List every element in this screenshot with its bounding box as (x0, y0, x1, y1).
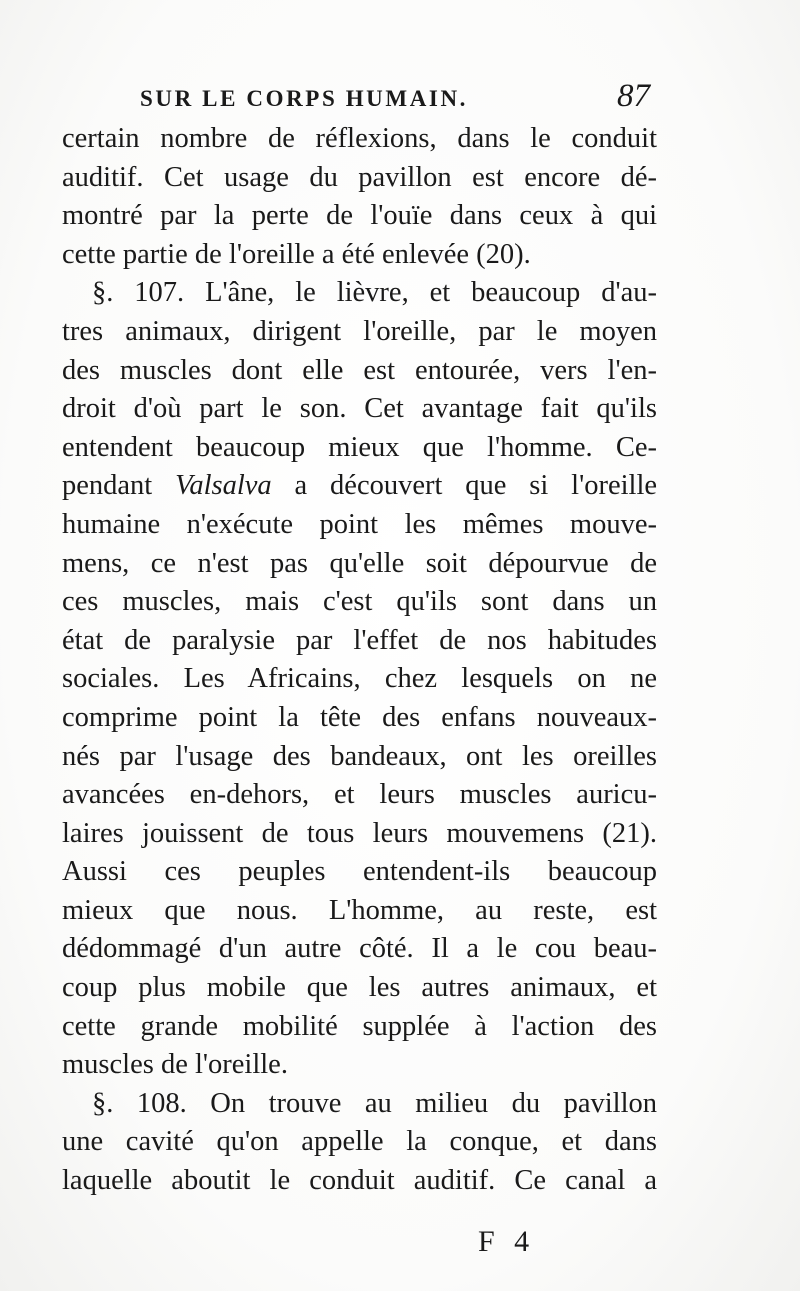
text-line: laires jouissent de tous leurs mouvemens (21). (62, 817, 657, 849)
text-segment: pendant (62, 470, 176, 502)
text-line: droit d'où part le son. Cet avantage fait qu'ils (62, 393, 657, 425)
body-text (62, 120, 657, 1201)
text-line: état de paralysie par l'effet de nos habitudes (62, 624, 657, 656)
text-line: Aussi ces peuples entendent-ils beaucoup (62, 856, 657, 888)
text-line: §. 108. On trouve au milieu du pavillon (92, 1087, 657, 1119)
text-line: muscles de l'oreille. (62, 1049, 288, 1081)
text-line: entendent beaucoup mieux que l'homme. Ce- (62, 431, 657, 463)
page-header (140, 80, 650, 120)
signature-mark: F 4 (478, 1225, 536, 1258)
text-segment: a découvert que si l'oreille (271, 470, 658, 502)
text-line: ces muscles, mais c'est qu'ils sont dans un (62, 586, 657, 618)
page-number: 87 (617, 78, 650, 114)
text-line: certain nombre de réflexions, dans le conduit (62, 123, 657, 154)
text-line: sociales. Les Africains, chez lesquels on ne (62, 663, 657, 695)
text-line: tres animaux, dirigent l'oreille, par le moyen (62, 315, 657, 347)
text-line: mieux que nous. L'homme, au reste, est (62, 894, 657, 926)
text-line: dédommagé d'un autre côté. Il a le cou beau- (62, 933, 657, 965)
running-head: SUR LE CORPS HUMAIN. (140, 86, 469, 111)
text-line: une cavité qu'on appelle la conque, et dans (62, 1126, 657, 1158)
text-line: cette partie de l'oreille a été enlevée (20). (62, 238, 531, 270)
italic-name: Valsalva (175, 470, 272, 502)
text-line: humaine n'exécute point les mêmes mouve- (62, 508, 657, 540)
text-line (62, 467, 657, 506)
text-line: comprime point la tête des enfans nouveaux- (62, 701, 657, 733)
text-line: nés par l'usage des bandeaux, ont les oreilles (62, 740, 657, 772)
text-line: cette grande mobilité supplée à l'action des (62, 1010, 657, 1042)
text-line: avancées en-dehors, et leurs muscles auricu- (62, 779, 657, 811)
text-line: des muscles dont elle est entourée, vers l'en- (62, 354, 657, 386)
text-line: auditif. Cet usage du pavillon est encore dé- (62, 161, 657, 193)
text-line: coup plus mobile que les autres animaux, et (62, 972, 657, 1004)
text-line: mens, ce n'est pas qu'elle soit dépourvue de (62, 547, 657, 579)
text-line: laquelle aboutit le conduit auditif. Ce canal a (62, 1165, 657, 1197)
text-line: §. 107. L'âne, le lièvre, et beaucoup d'au- (92, 277, 657, 309)
text-line: montré par la perte de l'ouïe dans ceux à qui (62, 200, 657, 232)
